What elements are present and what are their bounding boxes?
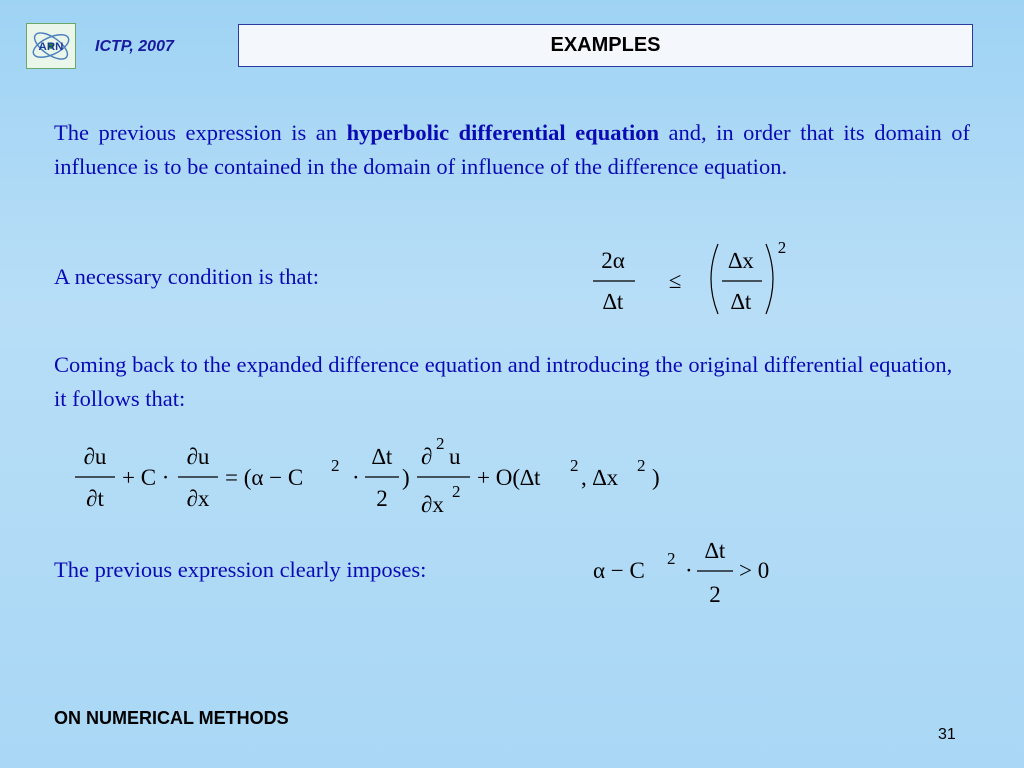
imposes-label: The previous expression clearly imposes:	[54, 557, 427, 582]
imposed-inequality	[585, 530, 795, 615]
intro-highlight: hyperbolic differential equation	[346, 120, 659, 145]
expansion-paragraph: Coming back to the expanded difference equation and introducing the original differential equation, it follows that:	[54, 352, 953, 411]
condition-equation	[580, 232, 800, 322]
imposed-frac-denominator: 2	[709, 582, 721, 607]
arn-logo-icon	[27, 24, 75, 68]
term2-denominator: ∂x	[186, 486, 210, 511]
course-footer: ON NUMERICAL METHODS	[54, 708, 289, 728]
c-squared-exponent: 2	[331, 456, 340, 475]
condition-power: 2	[777, 238, 787, 257]
organization-label: ICTP, 2007	[95, 38, 174, 55]
term3-denominator: 2	[376, 486, 388, 511]
expanded-equation	[65, 430, 685, 525]
imposed-dot: ·	[685, 558, 693, 583]
multiply-dot: ·	[352, 465, 360, 490]
term1-numerator: ∂u	[83, 444, 107, 469]
condition-relation: ≤	[668, 268, 682, 293]
close-paren: )	[402, 465, 410, 490]
condition-left-paren	[711, 244, 718, 314]
imposed-c-exponent: 2	[667, 549, 676, 568]
dt-squared-exponent: 2	[570, 456, 579, 475]
intro-paragraph	[54, 116, 970, 184]
plus-c-dot: + C ·	[122, 465, 170, 490]
condition-right-paren	[766, 244, 773, 314]
page-number: 31	[938, 726, 956, 743]
term1-denominator: ∂t	[86, 486, 104, 511]
dx-squared-exponent: 2	[637, 456, 646, 475]
slide-title-text: EXAMPLES	[550, 34, 661, 56]
condition-lhs-numerator: 2α	[601, 248, 625, 273]
term4-denominator: ∂x	[421, 492, 444, 517]
comma-dx: , ∆x	[581, 465, 619, 490]
term4-numerator-exponent: 2	[436, 434, 445, 453]
term2-numerator: ∂u	[186, 444, 210, 469]
term4-numerator-u: u	[449, 444, 461, 469]
term4-numerator-partial: ∂	[421, 444, 433, 469]
arn-logo	[26, 23, 76, 69]
term4-denominator-exponent: 2	[452, 482, 461, 501]
order-term-start: + O(∆t	[477, 465, 541, 490]
imposed-rhs: > 0	[739, 558, 770, 583]
equals-alpha-minus-c: = (α − C	[225, 465, 304, 490]
slide-title	[238, 24, 973, 67]
imposed-frac-numerator: ∆t	[704, 538, 726, 563]
condition-label: A necessary condition is that:	[54, 264, 319, 289]
condition-rhs-denominator: ∆t	[730, 289, 752, 314]
condition-rhs-numerator: ∆x	[728, 248, 754, 273]
imposed-lhs: α − C	[593, 558, 645, 583]
intro-text-start: The previous expression is an	[54, 120, 347, 145]
svg-text:ARN: ARN	[38, 40, 64, 53]
intro-text-end: and, in order that its domain of influence is to be contained in the domain of influence of the difference equation.	[54, 120, 970, 179]
condition-lhs-denominator: ∆t	[602, 289, 624, 314]
order-term-end: )	[652, 465, 660, 490]
term3-numerator: ∆t	[371, 444, 393, 469]
